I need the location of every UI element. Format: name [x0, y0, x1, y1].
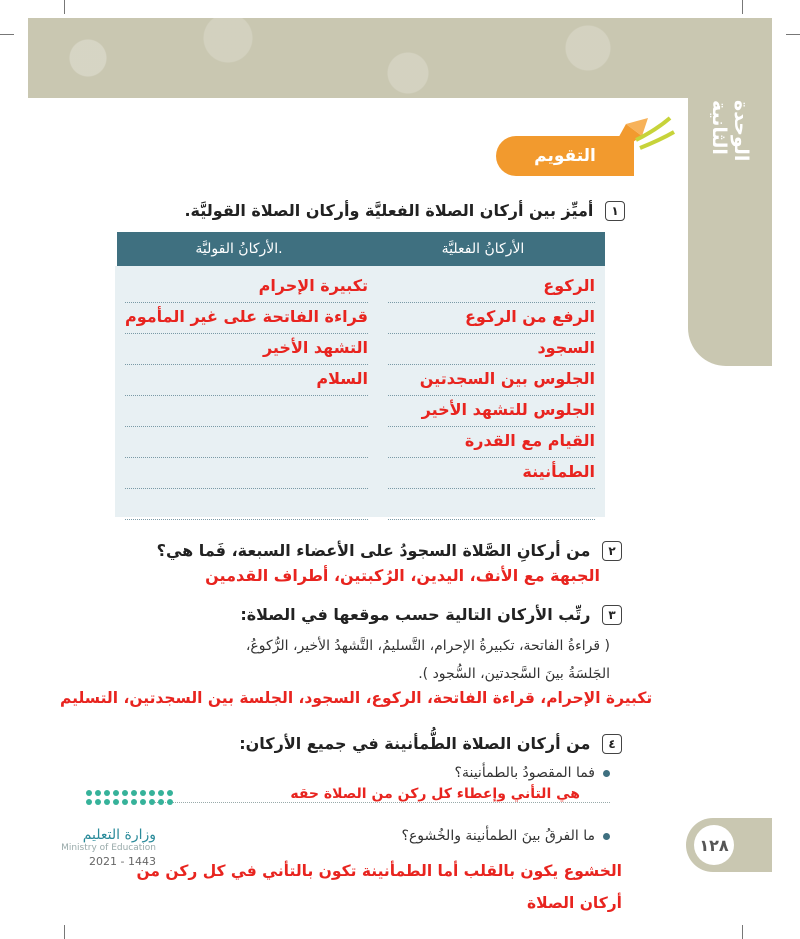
answer-2: الجبهة مع الأنف، اليدين، الرُكبتين، أطراف القدمين [205, 566, 600, 585]
header-sayings: الأركانُ القوليَّة. [115, 232, 361, 266]
pillars-list-line: ( قراءةُ الفاتحة، تكبيرةُ الإحرام، التَّسليمُ، التَّشهدُ الأخير، الرُّكوعُ، [245, 638, 610, 654]
table-cell: الركوع [388, 272, 595, 303]
table-cell: القيام مع القدرة [388, 427, 595, 458]
ministry-logo-icon [86, 790, 170, 805]
crop-mark [0, 34, 14, 35]
header-actions: الأركانُ الفعليَّة [441, 241, 525, 257]
crop-mark [64, 0, 65, 14]
question-text: من أركانِ الصَّلاة السجودُ على الأعضاء السبعة، فَما هي؟ [156, 541, 591, 560]
crop-mark [742, 925, 743, 939]
sub-question-text: ما الفرقُ بينَ الطمأنينة والخُشوع؟ [401, 828, 595, 844]
bullet-icon [603, 770, 610, 777]
table-cell [125, 427, 368, 458]
table-cell: الطمأنينة [388, 458, 595, 489]
table-cell [125, 489, 368, 520]
actions-column [378, 266, 605, 520]
question-number: ٤ [602, 734, 622, 754]
question-2 [157, 540, 622, 561]
table-cell: قراءة الفاتحة على غير المأموم [125, 303, 368, 334]
table-cell: الرفع من الركوع [388, 303, 595, 334]
header-pattern-band [28, 18, 772, 98]
sub-question-text: فما المقصودُ بالطمأنينة؟ [454, 765, 595, 781]
pillars-list-line: الجَلسَةُ بينَ السَّجدتين، السُّجود ). [418, 666, 610, 682]
table-cell [388, 489, 595, 520]
pillars-table [115, 232, 605, 517]
bullet-icon [603, 833, 610, 840]
table-cell: السجود [388, 334, 595, 365]
table-cell [125, 458, 368, 489]
table-cell: السلام [125, 365, 368, 396]
answer-4b: الخشوع يكون بالقلب أما الطمأنينة تكون بالتأني في كل ركن من أركان الصلاة [136, 862, 622, 912]
sayings-column [115, 266, 378, 520]
question-text: من أركان الصلاة الطُّمأنينة في جميع الأركان: [239, 734, 591, 753]
table-cell: الجلوس للتشهد الأخير [388, 396, 595, 427]
table-body [115, 266, 605, 520]
table-cell: الجلوس بين السجدتين [388, 365, 595, 396]
answer-3: تكبيرة الإحرام، قراءة الفاتحة، الركوع، السجود، الجلسة بين السجدتين، التسليم [60, 689, 653, 707]
answer-line [150, 802, 610, 803]
section-badge-evaluation: التقويم [496, 136, 634, 176]
table-cell: تكبيرة الإحرام [125, 272, 368, 303]
question-number: ٢ [602, 541, 622, 561]
question-text: أميِّز بين أركان الصلاة الفعليَّة وأركان الصلاة القوليَّة. [184, 201, 594, 220]
crop-mark [786, 34, 800, 35]
page-number: ١٢٨ [694, 825, 734, 865]
edition-year: 2021 - 1443 [89, 855, 156, 868]
crop-mark [64, 925, 65, 939]
sub-question-1 [455, 765, 610, 781]
question-3 [240, 604, 622, 625]
question-text: رتِّب الأركان التالية حسب موقعها في الصلاة: [240, 605, 591, 624]
ministry-name-ar: وزارة التعليم [82, 827, 156, 843]
table-cell: التشهد الأخير [125, 334, 368, 365]
table-cell [125, 396, 368, 427]
answer-4a: هي التأني وإعطاء كل ركن من الصلاة حقه [290, 786, 580, 802]
question-1 [184, 200, 625, 221]
ministry-logo [40, 790, 170, 890]
unit-label: الوحدة الثانية [708, 100, 752, 162]
question-number: ١ [605, 201, 625, 221]
question-number: ٣ [602, 605, 622, 625]
page-number-tab [686, 818, 772, 872]
ministry-name-en: Ministry of Education [61, 843, 156, 853]
sub-question-2 [402, 828, 610, 844]
table-header-row [115, 232, 605, 266]
pillars-list [246, 632, 610, 688]
question-4 [239, 733, 622, 754]
crop-mark [742, 0, 743, 14]
